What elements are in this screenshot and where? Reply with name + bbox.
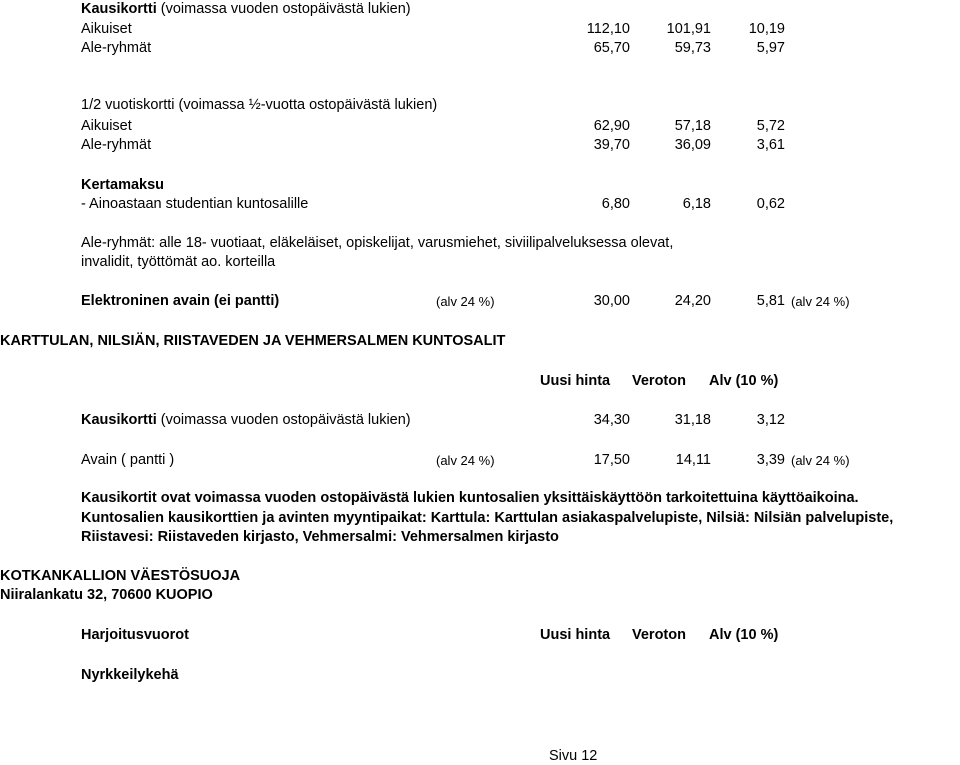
price-veroton: 6,18: [682, 196, 711, 212]
row-label: - Ainoastaan studentian kuntosalille: [81, 196, 309, 212]
section2-heading: KARTTULAN, NILSIÄN, RIISTAVEDEN JA VEHMERSALMEN KUNTOSALIT: [0, 333, 506, 349]
price-uusi: 65,70: [593, 40, 630, 56]
kausikortti-title: Kausikortti: [81, 1, 157, 17]
section2-para-2: Kuntosalien kausikorttien ja avinten myyntipaikat: Karttula: Karttulan asiakaspalvelupiste, Nilsiä: Nilsiän palvelupiste,: [81, 510, 894, 526]
col-header-uusi-hinta: Uusi hinta: [540, 373, 611, 389]
price-uusi: 6,80: [601, 196, 630, 212]
page-number: Sivu 12: [549, 748, 598, 764]
section2-avain-label: Avain ( pantti ): [81, 452, 175, 468]
avain-alv-note-2: (alv 24 %): [791, 294, 850, 309]
puolivuotiskortti-heading: 1/2 vuotiskortti (voimassa ½-vuotta ostopäivästä lukien): [81, 97, 438, 113]
col-header-veroton: Veroton: [632, 627, 686, 643]
price-alv: 0,62: [756, 196, 785, 212]
kausikortti-note: (voimassa vuoden ostopäivästä lukien): [156, 412, 411, 428]
kausikortti-note: (voimassa vuoden ostopäivästä lukien): [156, 1, 411, 17]
section2-kausikortti: [81, 411, 411, 429]
price-alv: 3,12: [756, 412, 785, 428]
section2-para-3: Riistavesi: Riistaveden kirjasto, Vehmersalmi: Vehmersalmen kirjasto: [81, 529, 559, 545]
section3-address: Niiralankatu 32, 70600 KUOPIO: [0, 587, 213, 603]
price-veroton: 14,11: [675, 452, 711, 468]
avain-alv-note-2: (alv 24 %): [791, 453, 850, 468]
price-veroton: 36,09: [674, 137, 711, 153]
price-alv: 3,39: [756, 452, 785, 468]
ale-note-line2: invalidit, työttömät ao. korteilla: [81, 254, 276, 270]
row-label: Aikuiset: [81, 118, 132, 134]
row-label: Ale-ryhmät: [81, 137, 152, 153]
kausikortti-heading: [81, 0, 411, 18]
nyrkkeilykeha-label: Nyrkkeilykehä: [81, 667, 179, 683]
price-alv: 5,97: [756, 40, 785, 56]
price-uusi: 39,70: [593, 137, 630, 153]
price-uusi: 34,30: [593, 412, 630, 428]
col-header-veroton: Veroton: [632, 373, 686, 389]
avain-alv-note: (alv 24 %): [436, 294, 495, 309]
price-uusi: 62,90: [593, 118, 630, 134]
price-alv: 5,81: [756, 293, 785, 309]
price-veroton: 31,18: [674, 412, 711, 428]
section2-para-1: Kausikortit ovat voimassa vuoden ostopäivästä lukien kuntosalien yksittäiskäyttöön tarkoitettuina käyttöaikoina.: [81, 490, 859, 506]
price-veroton: 59,73: [674, 40, 711, 56]
price-veroton: 24,20: [674, 293, 711, 309]
avain-label: Elektroninen avain (ei pantti): [81, 293, 280, 309]
price-uusi: 17,50: [593, 452, 630, 468]
price-alv: 10,19: [748, 21, 785, 37]
row-label: Aikuiset: [81, 21, 132, 37]
section3-heading: KOTKANKALLION VÄESTÖSUOJA: [0, 568, 241, 584]
price-uusi: 30,00: [593, 293, 630, 309]
col-header-uusi-hinta: Uusi hinta: [540, 627, 611, 643]
avain-alv-note: (alv 24 %): [436, 453, 495, 468]
price-uusi: 112,10: [586, 21, 630, 37]
col-header-alv: Alv (10 %): [709, 627, 779, 643]
price-alv: 5,72: [756, 118, 785, 134]
harjoitusvuorot-label: Harjoitusvuorot: [81, 627, 189, 643]
col-header-alv: Alv (10 %): [709, 373, 779, 389]
kausikortti-title: Kausikortti: [81, 412, 157, 428]
price-veroton: 101,91: [666, 21, 711, 37]
kertamaksu-heading: Kertamaksu: [81, 177, 165, 193]
row-label: Ale-ryhmät: [81, 40, 152, 56]
ale-note-line1: Ale-ryhmät: alle 18- vuotiaat, eläkeläiset, opiskelijat, varusmiehet, siviilipalveluksessa olevat,: [81, 235, 674, 251]
price-veroton: 57,18: [674, 118, 711, 134]
price-alv: 3,61: [756, 137, 785, 153]
